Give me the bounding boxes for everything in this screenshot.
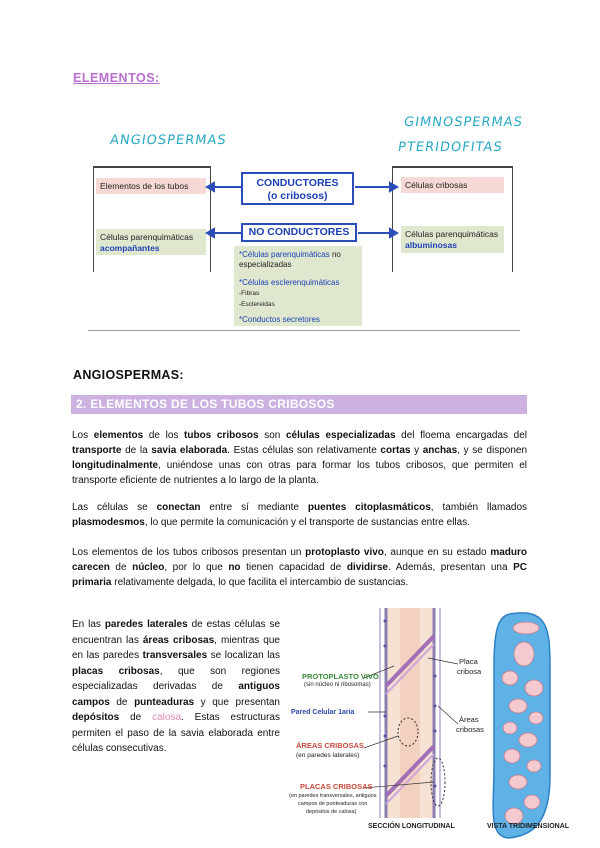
note-2: *Células esclerenquimáticas [239,278,340,287]
label-protoplasto: PROTOPLASTO VIVO [302,672,379,681]
label-areas-right-1: Áreas [459,715,479,724]
text-run: del floema encargadas del [395,430,528,441]
column-top-border [93,166,211,168]
diagram-right-title-1: GIMNOSPERMAS [402,115,524,130]
left-cell-2b: acompañantes [100,243,160,253]
label-pared: Pared Celular 1aria [291,709,355,716]
text-run: , y se disponen [457,445,528,456]
paragraph-3 [72,545,527,590]
bold-term: puentes citoplasmáticos [307,502,431,513]
text-run: , mientras que en las paredes [72,634,280,661]
bold-term: transporte [72,445,122,456]
bold-term: conectan [156,502,201,513]
bold-term: anchas [422,445,458,456]
text-run: , también llamados [430,502,528,513]
text-run: de estas células se encuentran las [72,619,280,646]
note-1c: especializadas [239,260,292,269]
bold-term: maduro carecen [72,547,527,573]
text-run: En las [72,619,105,630]
note-4: -Esclereidas [239,301,275,308]
bold-term: tubos cribosos [184,430,259,441]
bold-term: plasmodesmos [72,517,145,528]
text-run: de [109,562,133,573]
bold-term: transversales [142,650,208,661]
section-title: ANGIOSPERMAS: [73,368,184,382]
text-run: , lo que permite la comunicación y el transporte de sustancias entre ellas. [144,517,470,528]
text-run: de la [121,445,152,456]
note-3: -Fibras [239,290,260,297]
bold-term: paredes laterales [104,619,188,630]
arrowhead-right-2 [390,229,397,237]
bold-term: placas cribosas [72,665,160,677]
left-cell-elementos: Elementos de los tubos [96,178,206,194]
label-placas-sub-3: depósitos de calosa) [306,809,357,815]
right-cell-cribosas: Células cribosas [401,177,504,193]
text-run: de [119,712,153,723]
right-cell-2b: albuminosas [405,240,457,250]
text-run: de los [143,430,185,441]
diagram-left-title: ANGIOSPERMAS [108,133,228,148]
diagram-right-title-2: PTERIDOFITAS [396,140,504,155]
bold-term: cortas [380,445,411,456]
label-placa-right-1: Placa [459,657,478,666]
bold-term: núcleo [132,562,165,573]
left-cell-parenquimaticas [96,229,206,255]
arrowhead-right-1 [390,183,397,191]
bold-term: PC primaria [72,562,528,588]
label-protoplasto-sub: (sin núcleo ni ribosomas) [304,682,371,688]
text-run: entre sí mediante [200,502,308,513]
text-run: , uniéndose unas con otras para formar los tubos cribosos, que permiten el transporte eficiente de nutrientes a lo largo de la planta. [72,460,527,486]
text-run: Los [72,430,94,441]
bold-term: savia elaborada [151,445,228,456]
bold-term: no [228,562,241,573]
text-run: , aunque en su estado [383,547,491,558]
bold-term: protoplasto vivo [305,547,384,558]
bold-term: áreas cribosas [142,634,215,646]
paragraph-2 [72,500,527,530]
left-cell-2a: Células parenquimáticas [100,232,194,242]
text-run: Las células se [72,502,157,513]
label-placa-right-2: cribosa [457,667,482,676]
caption-tridimensional: VISTA TRIDIMENSIONAL [487,823,570,830]
text-run: . Estas estructuras permiten el paso de la savia elaborada entre células consecutivas. [72,712,280,754]
diagram-arrows [205,174,405,246]
label-areas: ÁREAS CRIBOSAS [296,741,364,750]
caption-longitudinal: SECCIÓN LONGITUDINAL [368,823,455,830]
text-run: se localizan las [207,650,280,661]
bold-term: elementos [93,430,144,441]
bold-term: punteaduras [134,696,195,708]
no-conductores-note [234,246,362,326]
note-1a: *Células parenquimáticas [239,250,330,259]
bold-term: células especializadas [285,430,396,441]
text-run: Los elementos de los tubos cribosos presentan un [72,547,306,558]
text-run: . Además, presentan una [387,562,514,573]
bold-term: dividirse [346,562,388,573]
text-run: y que presentan [194,696,280,708]
arrowhead-left-1 [207,183,214,191]
column-top-border-right [392,166,513,168]
label-placas-sub-1: (en paredes transversales, antiguos [289,793,377,799]
text-run: de [109,696,135,708]
bold-term: longitudinalmente [72,460,159,471]
text-run: , por lo que [164,562,229,573]
note-5: *Conductos secretores [239,315,320,324]
bold-term: antiguos campos [72,681,280,708]
text-run: y [410,445,423,456]
divider [88,330,520,331]
text-run: calosa [152,712,181,723]
note-1b: no [329,250,341,259]
no-conductores-box: NO CONDUCTORES [241,223,357,242]
section-bar-title: 2. ELEMENTOS DE LOS TUBOS CRIBOSOS [76,397,335,411]
conductores-sublabel: (o cribosos) [267,190,328,202]
label-placas-sub-2: campos de punteaduras con [298,801,368,807]
label-areas-sub: (en paredes laterales) [296,752,360,759]
right-cell-albuminosas [401,226,504,253]
text-run: relativamente delgada, lo que facilita el intercambio de sustancias. [111,577,409,588]
text-run: son [258,430,286,441]
bold-term: depósitos [72,712,120,723]
page-heading: ELEMENTOS: [73,71,160,85]
right-cell-2a: Células parenquimáticas [405,229,499,239]
text-run: tienen capacidad de [240,562,347,573]
conductores-label: CONDUCTORES [256,177,339,189]
text-run: , que son regiones especializadas derivadas de [72,665,281,692]
text-run: . Estas células son relativamente [227,445,381,456]
arrowhead-left-2 [207,229,214,237]
paragraph-4 [72,617,280,757]
label-placas: PLACAS CRIBOSAS [300,782,373,791]
label-areas-right-2: cribosas [456,725,484,734]
paragraph-1 [72,428,527,488]
